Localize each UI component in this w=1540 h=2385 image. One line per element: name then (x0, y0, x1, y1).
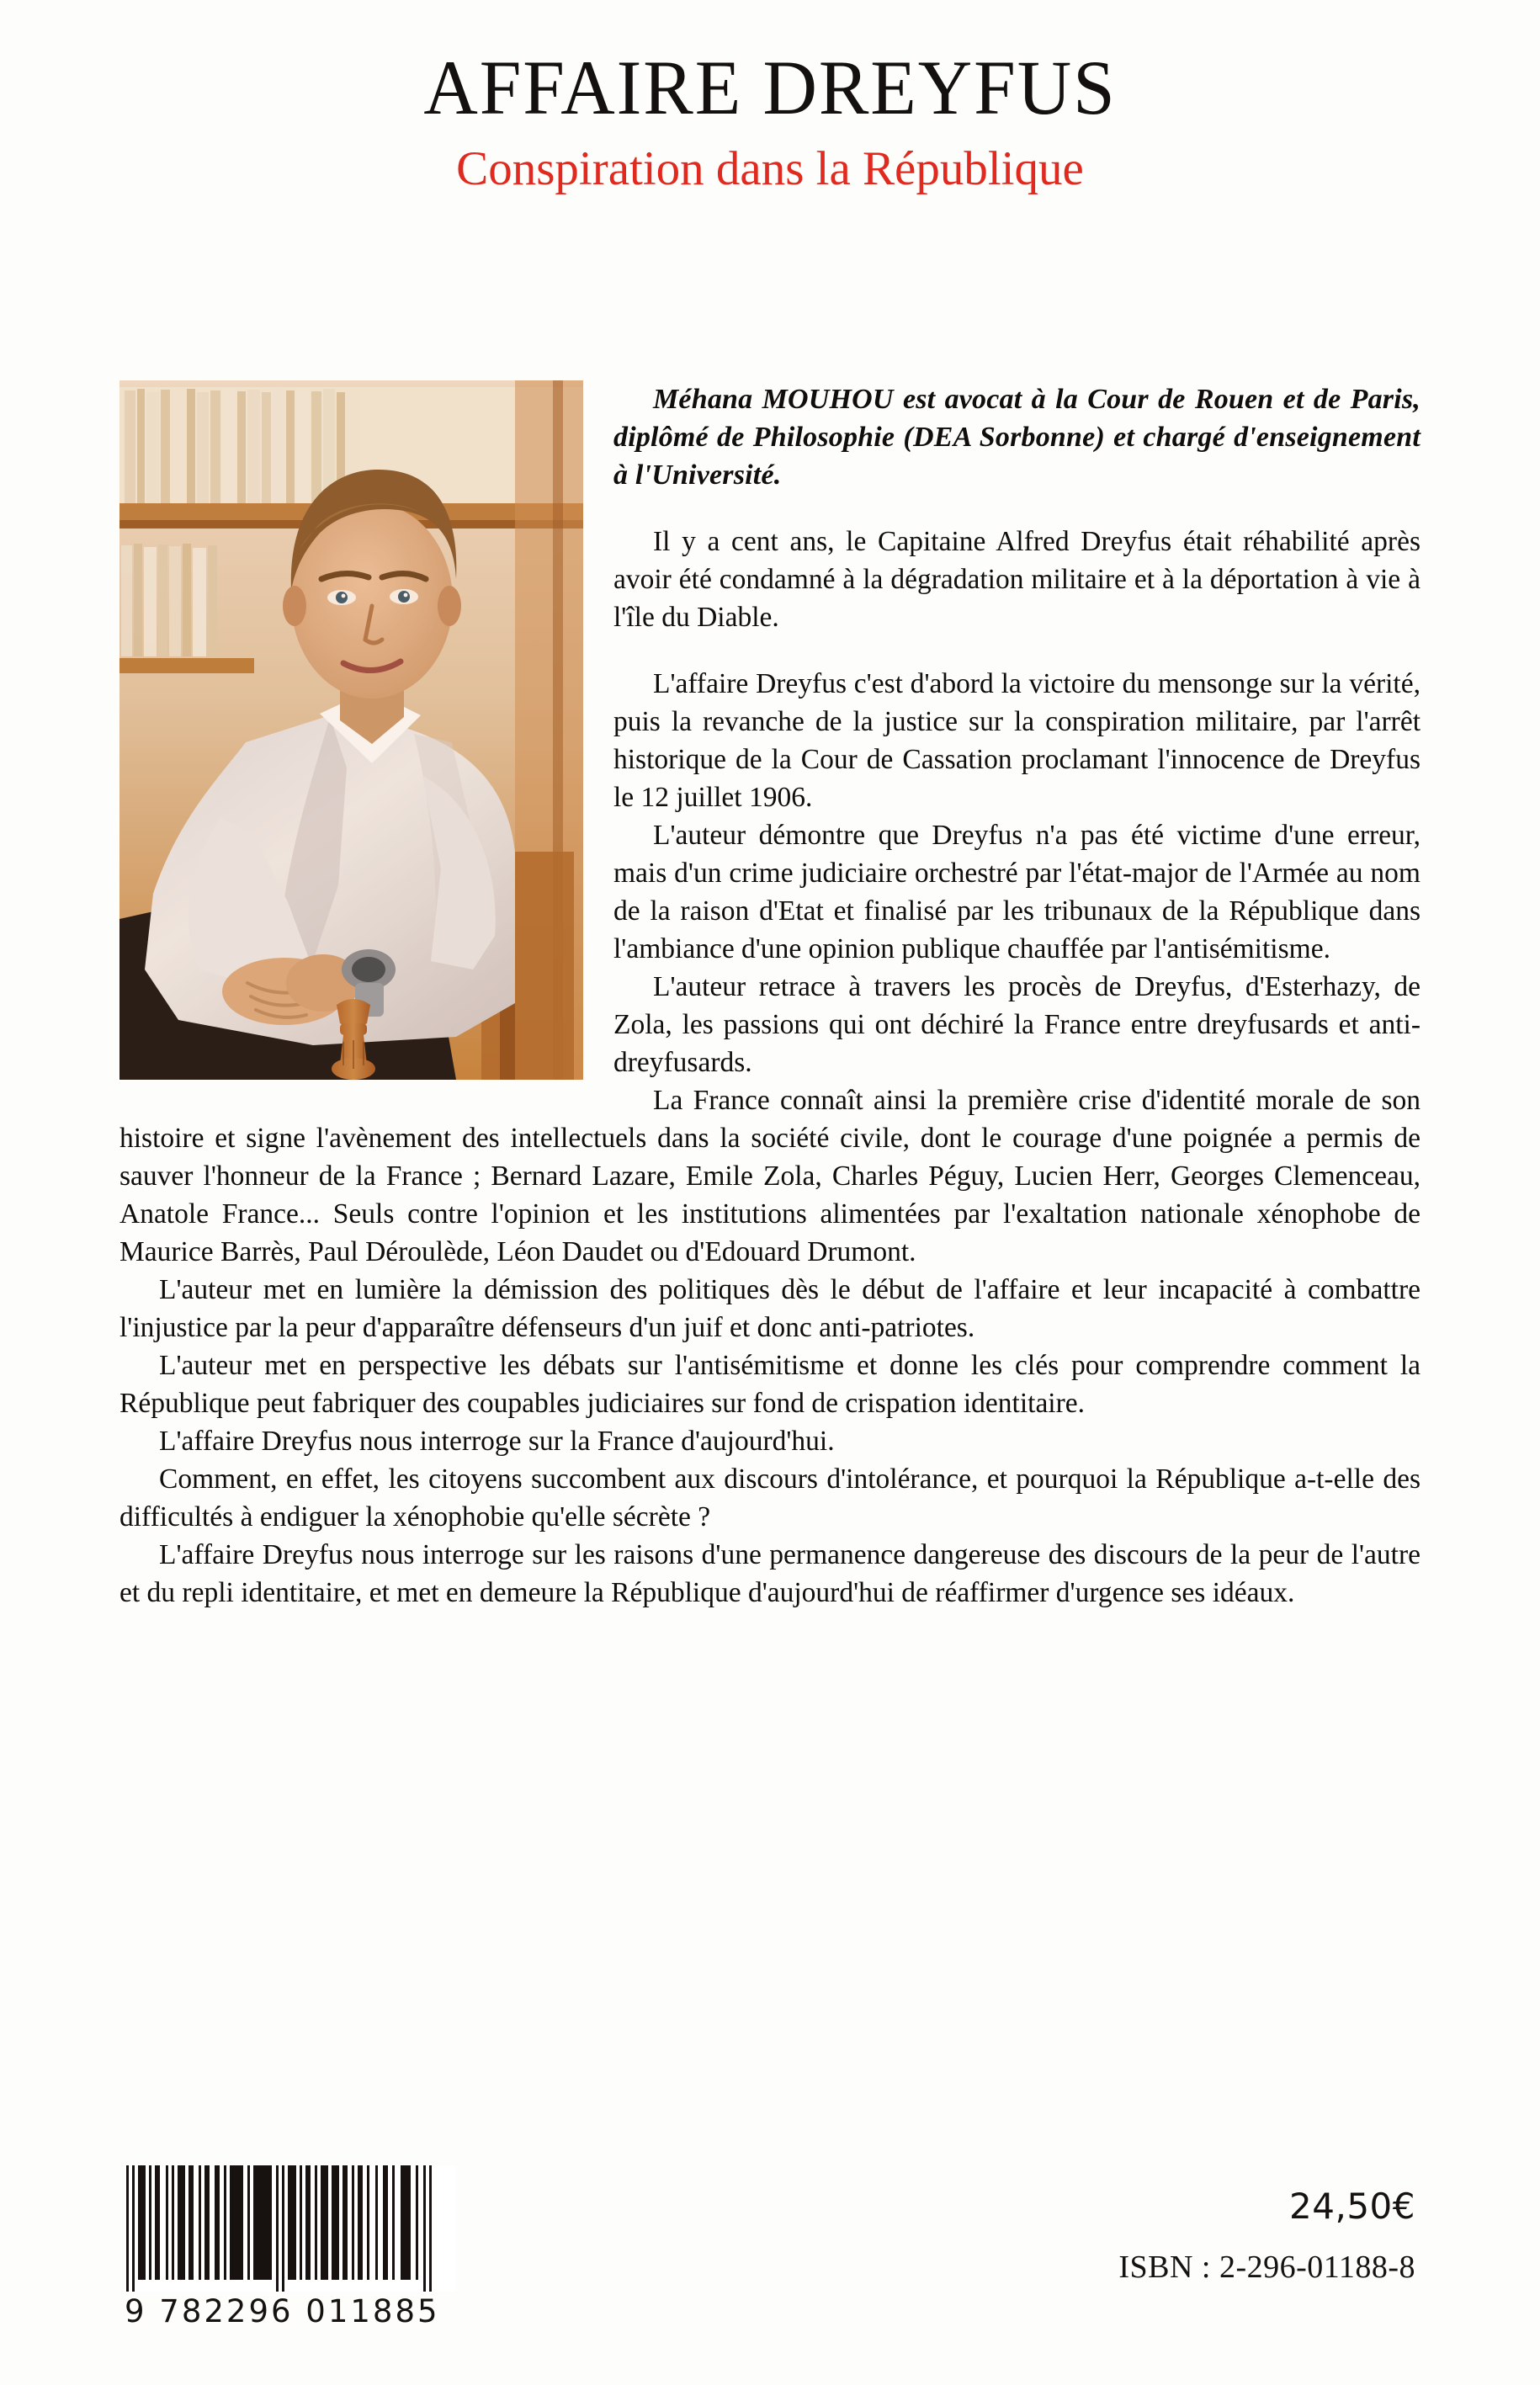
paragraph-3: L'auteur démontre que Dreyfus n'a pas été victime d'une erreur, mais d'un crime judiciaire orchestré par l'état-major de l'Armée au nom de la raison d'Etat et finalisé par les tribunaux de la République dans l'ambiance d'une opinion publique chauffée par l'antisémitisme. (613, 820, 1421, 964)
author-photo (119, 380, 583, 1080)
cover-content (119, 380, 1421, 1612)
barcode-number: 9 782296 011885 (125, 2293, 440, 2329)
paragraph-10: L'affaire Dreyfus nous interroge sur les raisons d'une permanence dangereuse des discours de la peur de l'autre et du repli identitaire, et met en demeure la République d'aujourd'hui de réaffirmer d'urgence ses idéaux. (119, 1539, 1421, 1608)
paragraph-6: L'auteur met en lumière la démission des politiques dès le début de l'affaire et leur incapacité à combattre l'injustice par la peur d'apparaître défenseurs d'un juif et donc anti-patriotes. (119, 1274, 1421, 1343)
isbn: ISBN : 2-296-01188-8 (1118, 2250, 1415, 2285)
cover-header (0, 0, 1540, 193)
paragraph-8: L'affaire Dreyfus nous interroge sur la France d'aujourd'hui. (159, 1426, 835, 1457)
paragraph-4: L'auteur retrace à travers les procès de Dreyfus, d'Esterhazy, de Zola, les passions qui ont déchiré la France entre dreyfusards et anti-dreyfusards. (613, 971, 1421, 1078)
page-title: AFFAIRE DREYFUS (423, 45, 1117, 130)
author-photo-image (119, 380, 583, 1080)
page-subtitle: Conspiration dans la République (456, 142, 1084, 195)
price: 24,50€ (1289, 2186, 1415, 2227)
price-isbn-block (1118, 2186, 1415, 2286)
paragraph-9: Comment, en effet, les citoyens succombent aux discours d'intolérance, et pourquoi la République a-t-elle des difficultés à endiguer la xénophobie qu'elle sécrète ? (119, 1463, 1421, 1532)
paragraph-5: La France connaît ainsi la première crise d'identité morale de son histoire et signe l'avènement des intellectuels dans la société civile, dont le courage d'une poignée a permis de sauver l'honneur de la France ; Bernard Lazare, Emile Zola, Charles Péguy, Lucien Herr, Georges Clemenceau, Anatole France... Seuls contre l'opinion et les institutions alimentées par l'exaltation nationale xénophobe de Maurice Barrès, Paul Déroulède, Léon Daudet ou d'Edouard Drumont. (119, 1085, 1421, 1267)
barcode (125, 2165, 456, 2329)
author-bio: Méhana MOUHOU est avocat à la Cour de Rouen et de Paris, diplômé de Philosophie (DEA Sorbonne) et chargé d'enseignement à l'Université. (613, 384, 1421, 491)
cover-footer (0, 2065, 1540, 2385)
paragraph-7: L'auteur met en perspective les débats sur l'antisémitisme et donne les clés pour comprendre comment la République peut fabriquer des coupables judiciaires sur fond de crispation identitaire. (119, 1350, 1421, 1419)
barcode-bars-icon (125, 2165, 456, 2292)
paragraph-2: L'affaire Dreyfus c'est d'abord la victoire du mensonge sur la vérité, puis la revanche de la justice sur la conspiration militaire, par l'arrêt historique de la Cour de Cassation proclamant l'innocence de Dreyfus le 12 juillet 1906. (613, 668, 1421, 813)
paragraph-1: Il y a cent ans, le Capitaine Alfred Dreyfus était réhabilité après avoir été condamné à la dégradation militaire et à la déportation à vie à l'île du Diable. (613, 526, 1421, 633)
